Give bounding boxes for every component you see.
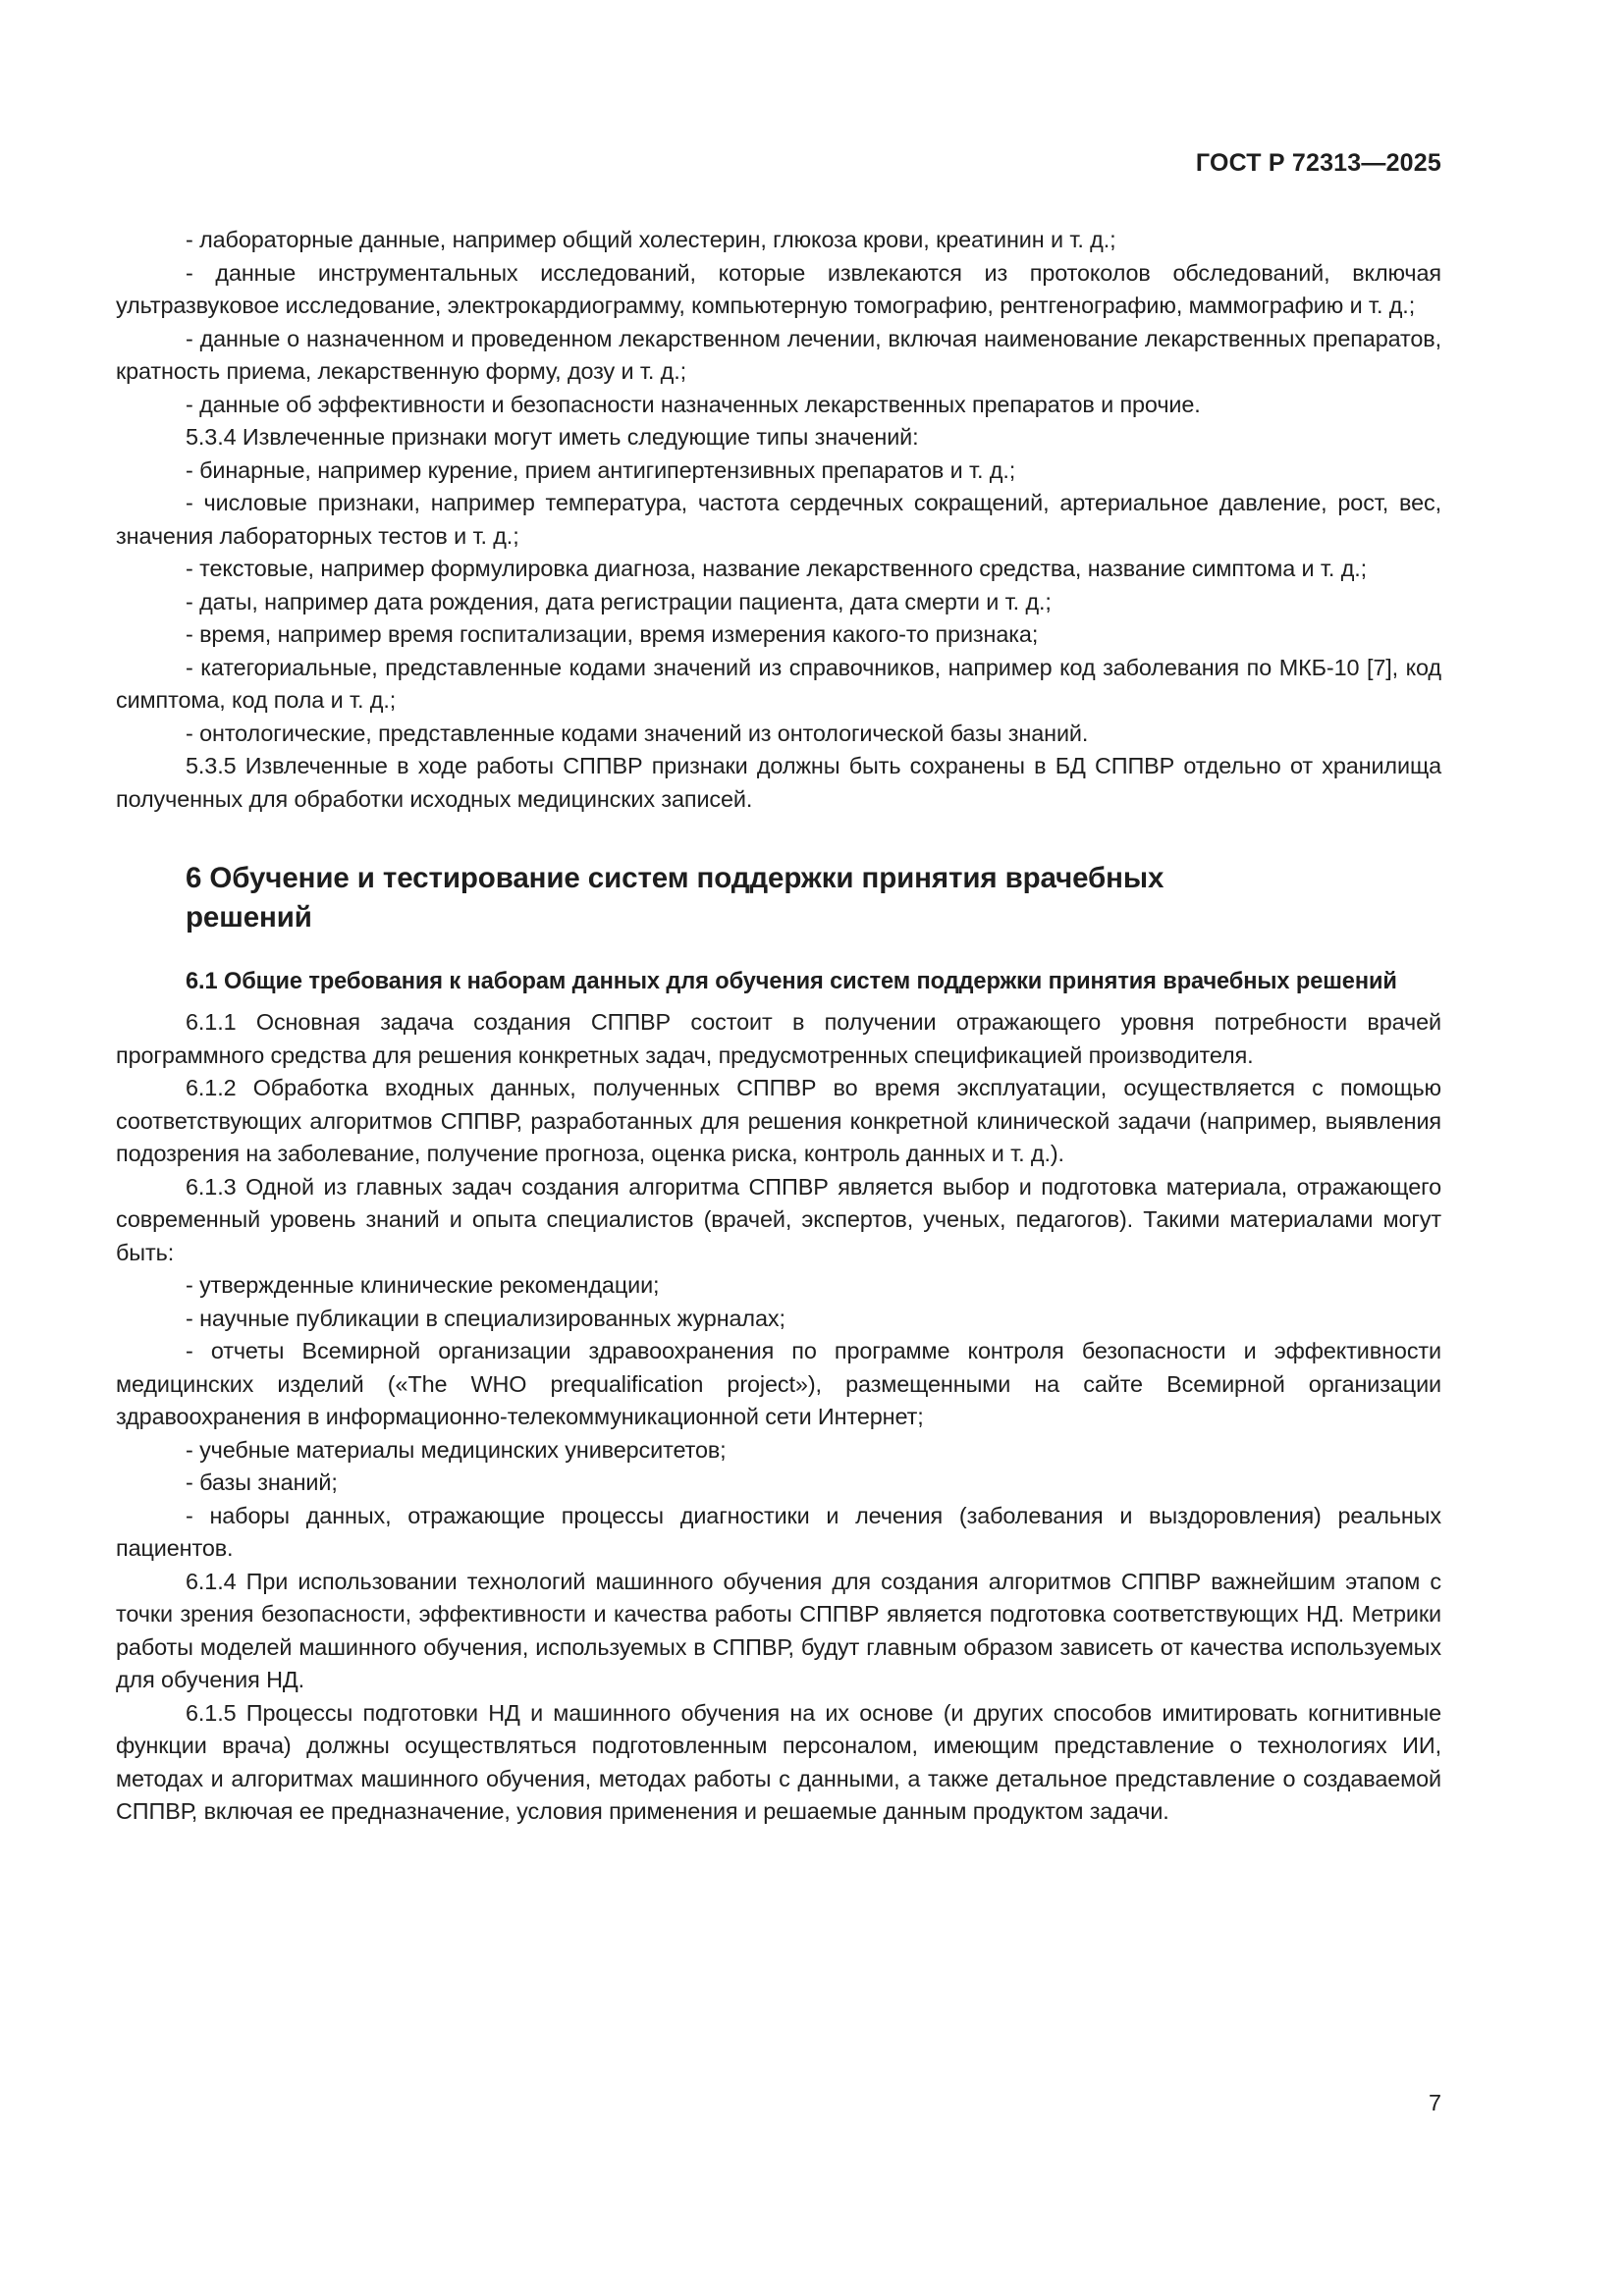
- list-item-numeric: - числовые признаки, например температура, частота сердечных сокращений, артериальное давление, рост, вес, значения лабораторных тестов и т. д.;: [116, 490, 1441, 549]
- list-item-text: - текстовые, например формулировка диагноза, название лекарственного средства, название симптома и т. д.;: [186, 556, 1368, 581]
- document-id-header: ГОСТ Р 72313—2025: [1195, 149, 1441, 177]
- clause-6-1-1: 6.1.1 Основная задача создания СППВР состоит в получении отражающего уровня потребности врачей программного средства для решения конкретных задач, предусмотренных спецификацией производителя.: [116, 1009, 1441, 1068]
- list-item-datasets: - наборы данных, отражающие процессы диагностики и лечения (заболевания и выздоровления) реальных пациентов.: [116, 1502, 1441, 1561]
- list-item-educational-materials: - учебные материалы медицинских университетов;: [186, 1436, 727, 1463]
- clause-6-1-4: 6.1.4 При использовании технологий машинного обучения для создания алгоритмов СППВР важнейшим этапом с точки зрения безопасности, эффективности и качества работы СППВР является подготовка соответствующих НД. Метрики работы моделей машинного обучения, используемых в СППВР, будут главным образом зависеть от качества используемых для обучения НД.: [116, 1568, 1441, 1692]
- list-item-who-reports: - отчеты Всемирной организации здравоохранения по программе контроля безопасности и эффективности медицинских изделий («The WHO prequalification project»), размещенными на сайте Всемирной организации здравоохранения в информационно-телекоммуникационной сети Интернет;: [116, 1338, 1441, 1429]
- list-item-ontological: - онтологические, представленные кодами значений из онтологической базы знаний.: [186, 720, 1089, 746]
- list-item-binary: - бинарные, например курение, прием антигипертензивных препаратов и т. д.;: [186, 456, 1016, 483]
- list-item-categorical: - категориальные, представленные кодами значений из справочников, например код заболевания по МКБ-10 [7], код симптома, код пола и т. д.;: [116, 654, 1441, 713]
- list-item-scientific-publications: - научные публикации в специализированных журналах;: [186, 1305, 785, 1331]
- list-item-drug-treatment-data: - данные о назначенном и проведенном лекарственном лечении, включая наименование лекарственных препаратов, кратность приема, лекарственную форму, дозу и т. д.;: [116, 325, 1441, 384]
- clause-5-3-5: 5.3.5 Извлеченные в ходе работы СППВР признаки должны быть сохранены в БД СППВР отдельно от хранилища полученных для обработки исходных медицинских записей.: [116, 753, 1441, 812]
- list-item-drug-efficacy-data: - данные об эффективности и безопасности назначенных лекарственных препаратов и прочие.: [186, 391, 1201, 417]
- document-body: [116, 224, 1441, 1829]
- section-6-1-heading: 6.1 Общие требования к наборам данных для обучения систем поддержки принятия врачебных решений: [186, 969, 1397, 994]
- clause-6-1-5: 6.1.5 Процессы подготовки НД и машинного обучения на их основе (и других способов имитировать когнитивные функции врача) должны осуществляться подготовленным персоналом, имеющим представление о технологиях ИИ, методах и алгоритмах машинного обучения, методах работы с данными, а также детальное представление о создаваемой СППВР, включая ее предназначение, условия применения и решаемые данным продуктом задачи.: [116, 1699, 1441, 1824]
- list-item-instrumental-data: - данные инструментальных исследований, которые извлекаются из протоколов обследований, включая ультразвуковое исследование, электрокардиограмму, компьютерную томографию, рентгенографию, маммографию и т. д.;: [116, 259, 1441, 318]
- section-6-heading: 6 Обучение и тестирование систем поддержки принятия врачебных решений: [186, 862, 1164, 934]
- list-item-dates: - даты, например дата рождения, дата регистрации пациента, дата смерти и т. д.;: [186, 588, 1052, 614]
- list-item-time: - время, например время госпитализации, время измерения какого-то признака;: [186, 621, 1039, 647]
- page-number: 7: [1428, 2090, 1441, 2115]
- clause-5-3-4: 5.3.4 Извлеченные признаки могут иметь следующие типы значений:: [186, 424, 919, 450]
- list-item-knowledge-bases: - базы знаний;: [186, 1469, 338, 1495]
- list-item-clinical-guidelines: - утвержденные клинические рекомендации;: [186, 1272, 660, 1298]
- clause-6-1-3: 6.1.3 Одной из главных задач создания алгоритма СППВР является выбор и подготовка материала, отражающего современный уровень знаний и опыта специалистов (врачей, экспертов, ученых, педагогов). Такими материалами могут быть:: [116, 1173, 1441, 1265]
- list-item-lab-data: - лабораторные данные, например общий холестерин, глюкоза крови, креатинин и т. д.;: [186, 227, 1116, 252]
- clause-6-1-2: 6.1.2 Обработка входных данных, полученных СППВР во время эксплуатации, осуществляется с помощью соответствующих алгоритмов СППВР, разработанных для решения конкретной клинической задачи (например, выявления подозрения на заболевание, получение прогноза, оценка риска, контроль данных и т. д.).: [116, 1075, 1441, 1166]
